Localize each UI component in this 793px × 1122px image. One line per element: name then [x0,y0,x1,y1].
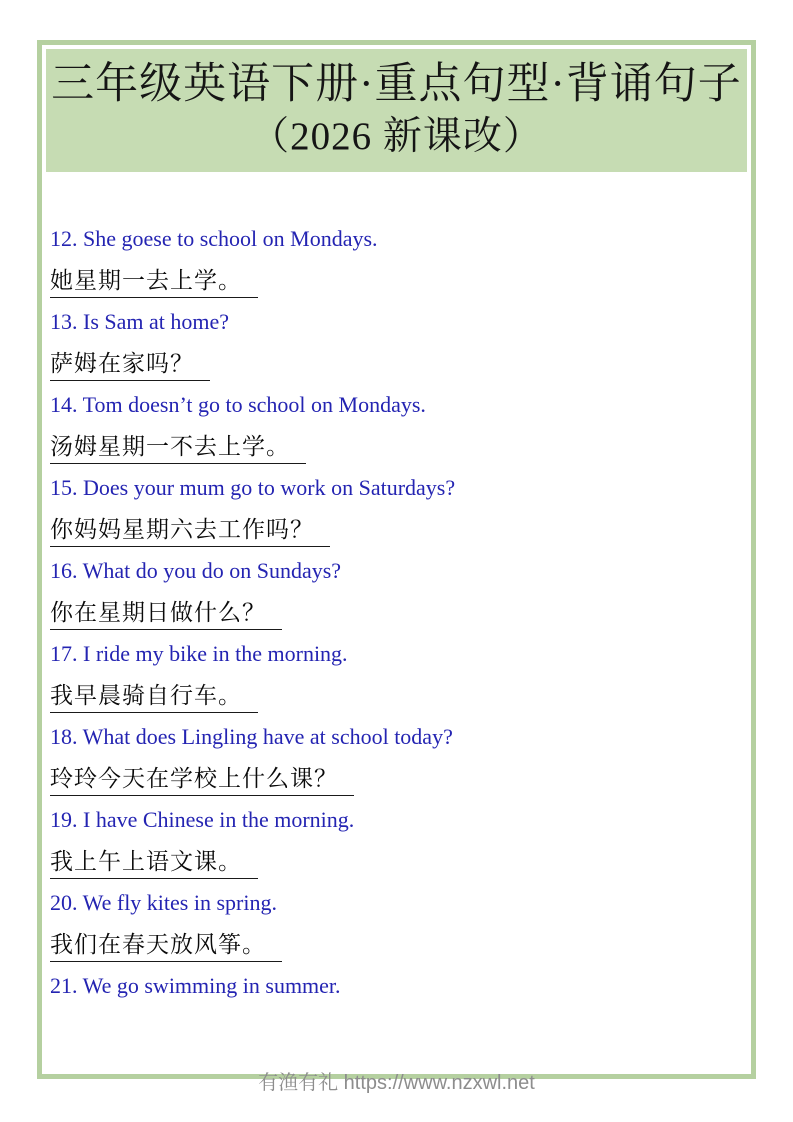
sentence-12-english: 12. She goese to school on Mondays. [50,225,378,251]
sentence-18-chinese-text: 玲玲今天在学校上什么课？ [50,760,354,796]
sentence-13-english: 13. Is Sam at home? [50,308,230,334]
sentence-19-chinese [50,841,745,883]
sentence-18-chinese [50,758,745,800]
sentence-20-chinese [50,924,745,966]
page-title-line-1: 三年级英语下册·重点句型·背诵句子 [51,60,742,108]
sentence-14-chinese-text: 汤姆星期一不去上学。 [50,428,306,464]
sentence-16-chinese [50,592,745,634]
sentence-16-chinese-text: 你在星期日做什么？ [50,594,282,630]
sentence-15-english: 15. Does your mum go to work on Saturdays? [50,474,456,500]
page-frame [37,40,756,1079]
page-title-line-2: （2026 新课改） [250,114,543,158]
sentence-18-english: 18. What does Lingling have at school today? [50,723,453,749]
sentence-16-english: 16. What do you do on Sundays? [50,557,342,583]
sentence-15-chinese [50,509,745,551]
header-banner [46,49,747,172]
sentence-list [46,172,747,1007]
sentence-15-chinese-text: 你妈妈星期六去工作吗？ [50,511,330,547]
sentence-17-english: 17. I ride my bike in the morning. [50,640,348,666]
sentence-14-chinese [50,426,745,468]
sentence-13-chinese-text: 萨姆在家吗？ [50,345,210,381]
footer-watermark: 有渔有礼 https://www.nzxwl.net [258,1072,535,1094]
sentence-20-english: 20. We fly kites in spring. [50,889,277,915]
sentence-19-english: 19. I have Chinese in the morning. [50,806,355,832]
sentence-12-chinese [50,260,745,302]
sentence-21-english: 21. We go swimming in summer. [50,972,341,998]
sentence-20-chinese-text: 我们在春天放风筝。 [50,926,282,962]
sentence-17-chinese-text: 我早晨骑自行车。 [50,677,258,713]
sentence-13-chinese [50,343,745,385]
sentence-12-chinese-text: 她星期一去上学。 [50,262,258,298]
sentence-19-chinese-text: 我上午上语文课。 [50,843,258,879]
sentence-14-english: 14. Tom doesn’t go to school on Mondays. [50,391,426,417]
sentence-17-chinese [50,675,745,717]
